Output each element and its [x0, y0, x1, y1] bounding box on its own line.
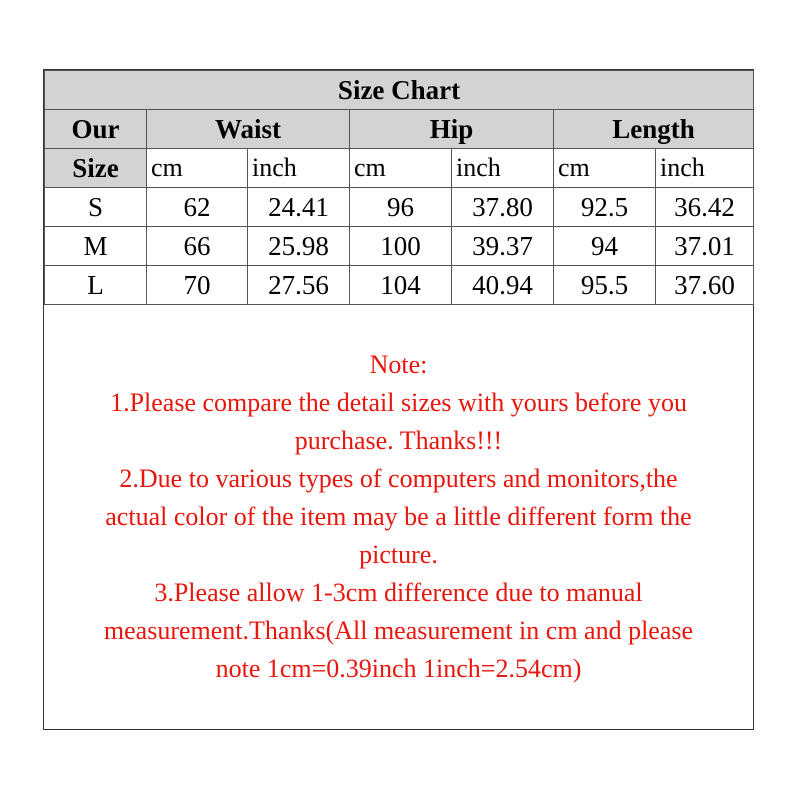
value-cell: 96 [350, 188, 452, 227]
value-cell: 62 [147, 188, 248, 227]
value-cell: 37.01 [656, 227, 754, 266]
value-cell: 25.98 [248, 227, 350, 266]
note-line: 1.Please compare the detail sizes with yours before you [110, 388, 687, 417]
note-line: actual color of the item may be a little different form the [105, 502, 692, 531]
unit-header: inch [452, 149, 554, 188]
size-chart-table [44, 70, 754, 305]
value-cell: 24.41 [248, 188, 350, 227]
value-cell: 27.56 [248, 266, 350, 305]
note-line: picture. [359, 540, 438, 569]
value-cell: 70 [147, 266, 248, 305]
size-header-top: Our [45, 110, 147, 149]
group-header-length: Length [554, 110, 754, 149]
table-row [45, 227, 754, 266]
chart-title: Size Chart [45, 71, 754, 110]
note-line: 2.Due to various types of computers and monitors,the [119, 464, 678, 493]
table-row [45, 188, 754, 227]
size-cell: L [45, 266, 147, 305]
value-cell: 39.37 [452, 227, 554, 266]
notes-section [44, 346, 753, 688]
size-cell: M [45, 227, 147, 266]
value-cell: 37.60 [656, 266, 754, 305]
note-line: measurement.Thanks(All measurement in cm and please [103, 616, 694, 645]
value-cell: 104 [350, 266, 452, 305]
unit-header: cm [554, 149, 656, 188]
note-line: note 1cm=0.39inch 1inch=2.54cm) [215, 654, 582, 683]
group-header-waist: Waist [147, 110, 350, 149]
value-cell: 92.5 [554, 188, 656, 227]
size-chart-frame [43, 69, 754, 730]
note-line: 3.Please allow 1-3cm difference due to manual [154, 578, 643, 607]
table-row [45, 266, 754, 305]
unit-header: inch [656, 149, 754, 188]
note-line: purchase. Thanks!!! [294, 426, 503, 455]
value-cell: 94 [554, 227, 656, 266]
size-cell: S [45, 188, 147, 227]
note-heading: Note: [369, 350, 428, 379]
unit-header: cm [147, 149, 248, 188]
value-cell: 36.42 [656, 188, 754, 227]
value-cell: 37.80 [452, 188, 554, 227]
unit-header: inch [248, 149, 350, 188]
value-cell: 66 [147, 227, 248, 266]
value-cell: 100 [350, 227, 452, 266]
size-header-bottom: Size [45, 149, 147, 188]
group-header-hip: Hip [350, 110, 554, 149]
value-cell: 40.94 [452, 266, 554, 305]
value-cell: 95.5 [554, 266, 656, 305]
unit-header: cm [350, 149, 452, 188]
